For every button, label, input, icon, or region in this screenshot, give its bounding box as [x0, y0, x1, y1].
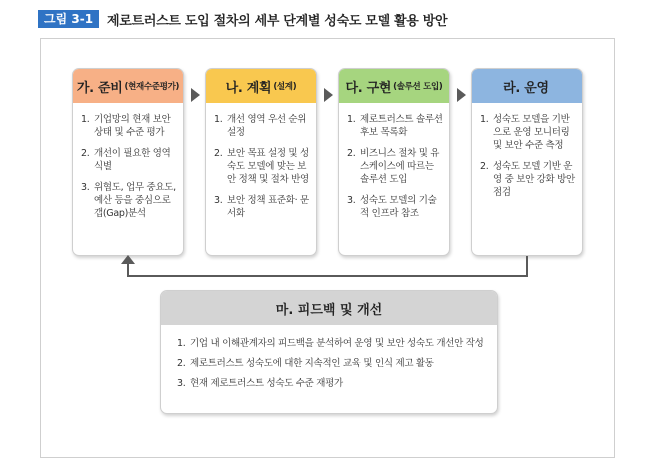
list-item: 1. 성숙도 모델을 기반으로 운영 모니터링 및 보안 수준 측정 — [480, 114, 570, 151]
feedback-header — [161, 291, 497, 325]
step-subtitle: (설계) — [273, 82, 297, 92]
list-item: 3. 위협도, 업무 중요도, 예산 등을 중심으로 갭(Gap)분석 — [81, 182, 176, 219]
feedback-card — [160, 290, 498, 414]
list-item: 1. 제로트러스트 솔루션 후보 목록화 — [347, 114, 443, 138]
list-item: 1. 기업 내 이해관계자의 피드백을 분석하여 운영 및 보안 성숙도 개선안 작성 — [177, 338, 484, 349]
figure-title: 제로트러스트 도입 절차의 세부 단계별 성숙도 모델 활용 방안 — [107, 13, 448, 29]
list-item: 2. 개선이 필요한 영역 식별 — [81, 148, 171, 172]
list-item: 2. 제로트러스트 성숙도에 대한 지속적인 교육 및 인식 제고 활동 — [177, 358, 434, 369]
list-item: 1. 개선 영역 우선 순위 설정 — [214, 114, 307, 138]
list-item: 3. 현재 제로트러스트 성숙도 수준 재평가 — [177, 378, 343, 389]
step-title: 나. 계획 — [225, 80, 272, 96]
list-item: 2. 성숙도 모델 기반 운영 중 보안 강화 방안 점검 — [480, 161, 575, 198]
list-item: 2. 비즈니스 절차 및 유스케이스에 따르는 솔루션 도입 — [347, 148, 440, 185]
list-item: 2. 보안 목표 설정 및 성숙도 모델에 맞는 보안 정책 및 절차 반영 — [214, 148, 309, 185]
step-title: 가. 준비 — [76, 80, 123, 96]
list-item: 3. 보안 정책 표준화· 문서화 — [214, 195, 309, 219]
step-subtitle: (솔루션 도입) — [393, 82, 443, 92]
feedback-title: 마. 피드백 및 개선 — [275, 302, 383, 318]
list-item: 3. 성숙도 모델의 기술적 인프라 참조 — [347, 195, 437, 219]
figure-number-badge: 그림 3-1 — [38, 10, 99, 28]
step-title: 라. 운영 — [503, 80, 549, 96]
step-title: 다. 구현 — [345, 80, 392, 96]
step-subtitle: (현재수준평가) — [124, 82, 180, 92]
list-item: 1. 기업망의 현재 보안 상태 및 수준 평가 — [81, 114, 171, 138]
